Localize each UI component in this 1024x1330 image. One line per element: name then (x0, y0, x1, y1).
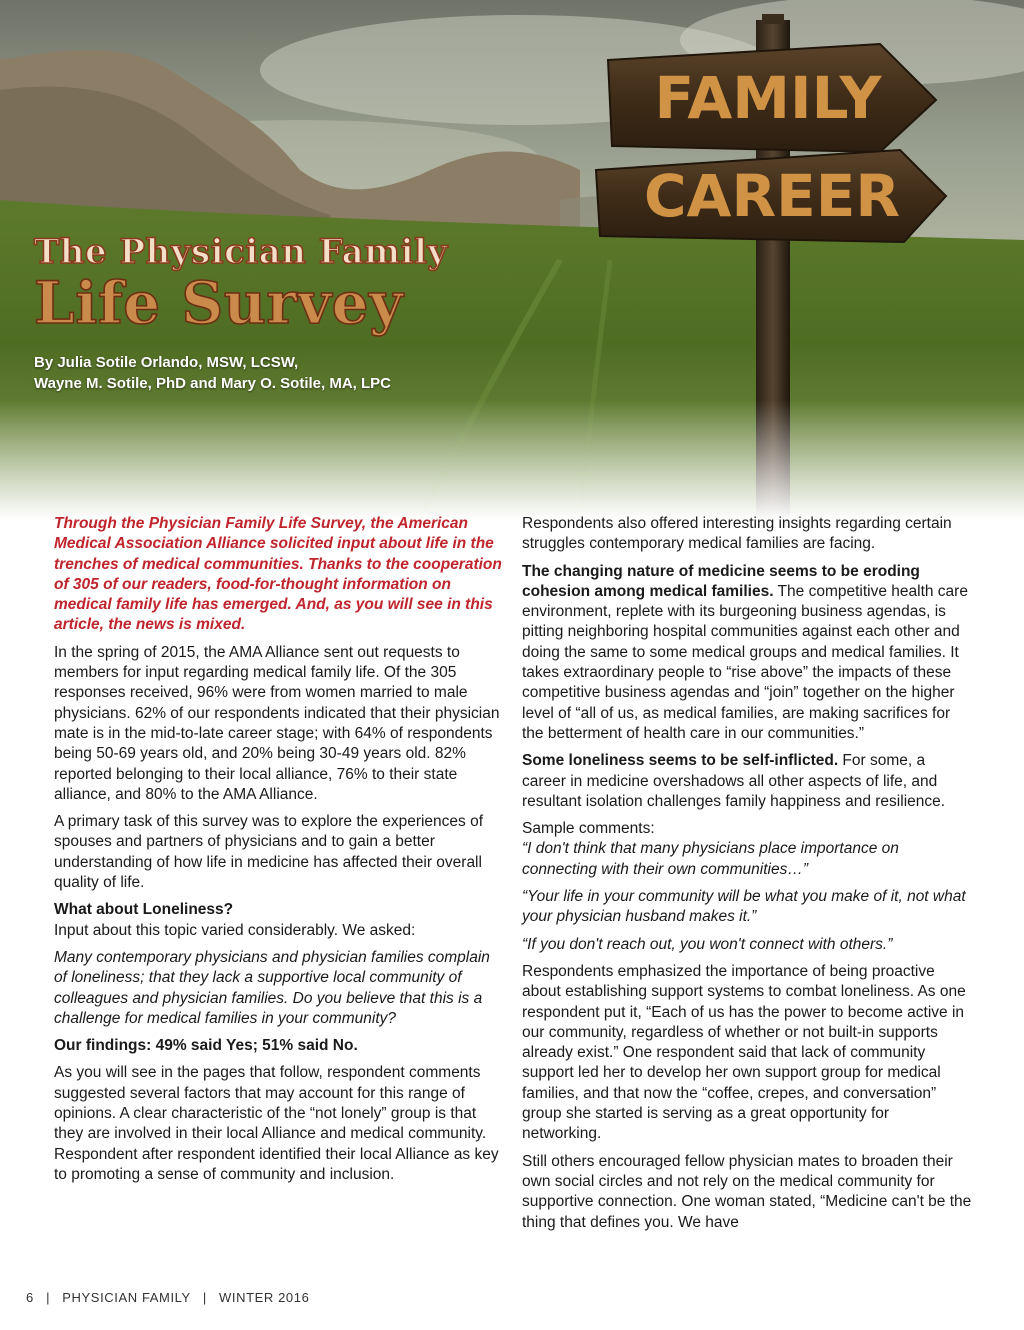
intro-paragraph: Through the Physician Family Life Survey, the American Medical Association Alliance solicited input about life in the trenches of medical communities. Thanks to the cooperation of 305 of our readers, food-for-thought information on medical family life has emerged. And, as you will see in this article, the news is mixed. (54, 515, 502, 634)
paragraph-rest: For some, a career in medicine overshadows all other aspects of life, and resultant isolation challenges family happiness and resilience. (522, 752, 946, 810)
loneliness-section (54, 900, 504, 941)
title-line-2: Life Survey (34, 269, 404, 337)
footer-separator: | (46, 1290, 51, 1305)
page-number: 6 (26, 1290, 34, 1305)
lead-in-bold: The changing nature of medicine seems to be eroding cohesion among medical families. (522, 562, 920, 600)
paragraph-rest: The competitive health care environment, replete with its burgeoning business agendas, is pitting neighboring hospital communities against each other and doing the same to some medical groups and medical families. It takes extraordinary people to “rise above” the impacts of these competitive business agendas and “join” together on the higher level of “all of us, as medical families, are making sacrifices for the betterment of health care in our communities.” (522, 582, 968, 742)
left-column (54, 514, 504, 1192)
issue-name: WINTER 2016 (219, 1290, 310, 1305)
hero-illustration (0, 0, 1024, 520)
publication-name: PHYSICIAN FAMILY (62, 1290, 191, 1305)
sign-career-text: CAREER (643, 162, 901, 230)
right-column (522, 514, 972, 1240)
body-paragraph: Respondents also offered interesting insights regarding certain struggles contemporary medical families are facing. (522, 515, 952, 553)
byline (34, 352, 391, 394)
footer-separator: | (202, 1290, 207, 1305)
page-footer (26, 1290, 309, 1305)
section-intro: Input about this topic varied considerably. We asked: (54, 921, 416, 939)
body-paragraph: Respondents emphasized the importance of being proactive about establishing support systems to combat loneliness. As one respondent put it, “Each of us has the power to become active in our community, regardless of whether or not built-in supports already exist.” One respondent said that lack of community support led her to develop her own support group for medical families, and that now the “coffee, crepes, and conversation” group she started is serving as a great opportunity for networking. (522, 962, 966, 1143)
body-paragraph: In the spring of 2015, the AMA Alliance sent out requests to members for input regarding medical family life. Of the 305 responses received, 96% were from women married to male physicians. 62% of our respondents indicated that their physician mate is in the mid-to-late career stage; with 64% of respondents being 50-69 years old, and 20% being 30-49 years old. 82% reported belonging to their local alliance, 76% to their state alliance, and 80% to the AMA Alliance. (54, 643, 500, 803)
section-heading: What about Loneliness? (54, 901, 234, 919)
title-line-1: The Physician Family (34, 232, 448, 272)
body-paragraph: Still others encouraged fellow physician mates to broaden their own social circles and not rely on the medical community for supportive connection. One woman stated, “Medicine can't be the thing that defines you. We have (522, 1152, 972, 1231)
byline-line-2: Wayne M. Sotile, PhD and Mary O. Sotile, MA, LPC (34, 375, 391, 392)
lead-in-bold: Some loneliness seems to be self-inflicted. (522, 752, 839, 770)
findings-text: Our findings: 49% said Yes; 51% said No. (54, 1037, 358, 1055)
sample-comments (522, 819, 972, 880)
sample-comments-label: Sample comments: (522, 820, 655, 838)
article-title (34, 232, 448, 337)
quote: “I don't think that many physicians place importance on connecting with their own communities…” (522, 840, 899, 878)
survey-question: Many contemporary physicians and physician families complain of loneliness; that they lack a supportive local community of colleagues and physician families. Do you believe that this is a challenge for medical families in your community? (54, 948, 490, 1027)
byline-line-1: By Julia Sotile Orlando, MSW, LCSW, (34, 354, 299, 371)
body-paragraph: As you will see in the pages that follow, respondent comments suggested several factors that may account for this range of opinions. A clear characteristic of the “not lonely” group is that they are involved in their local Alliance and medical community. Respondent after respondent identified their local Alliance as key to promoting a sense of community and inclusion. (54, 1064, 499, 1183)
quote: “If you don't reach out, you won't connect with others.” (522, 935, 893, 953)
body-paragraph (522, 562, 972, 745)
body-paragraph (522, 751, 972, 812)
sign-family-text: FAMILY (654, 64, 882, 132)
body-paragraph: A primary task of this survey was to explore the experiences of spouses and partners of physicians and to gain a better understanding of how life in medicine has affected their overall quality of life. (54, 813, 484, 892)
quote: “Your life in your community will be what you make of it, not what your physician husband makes it.” (522, 888, 966, 926)
